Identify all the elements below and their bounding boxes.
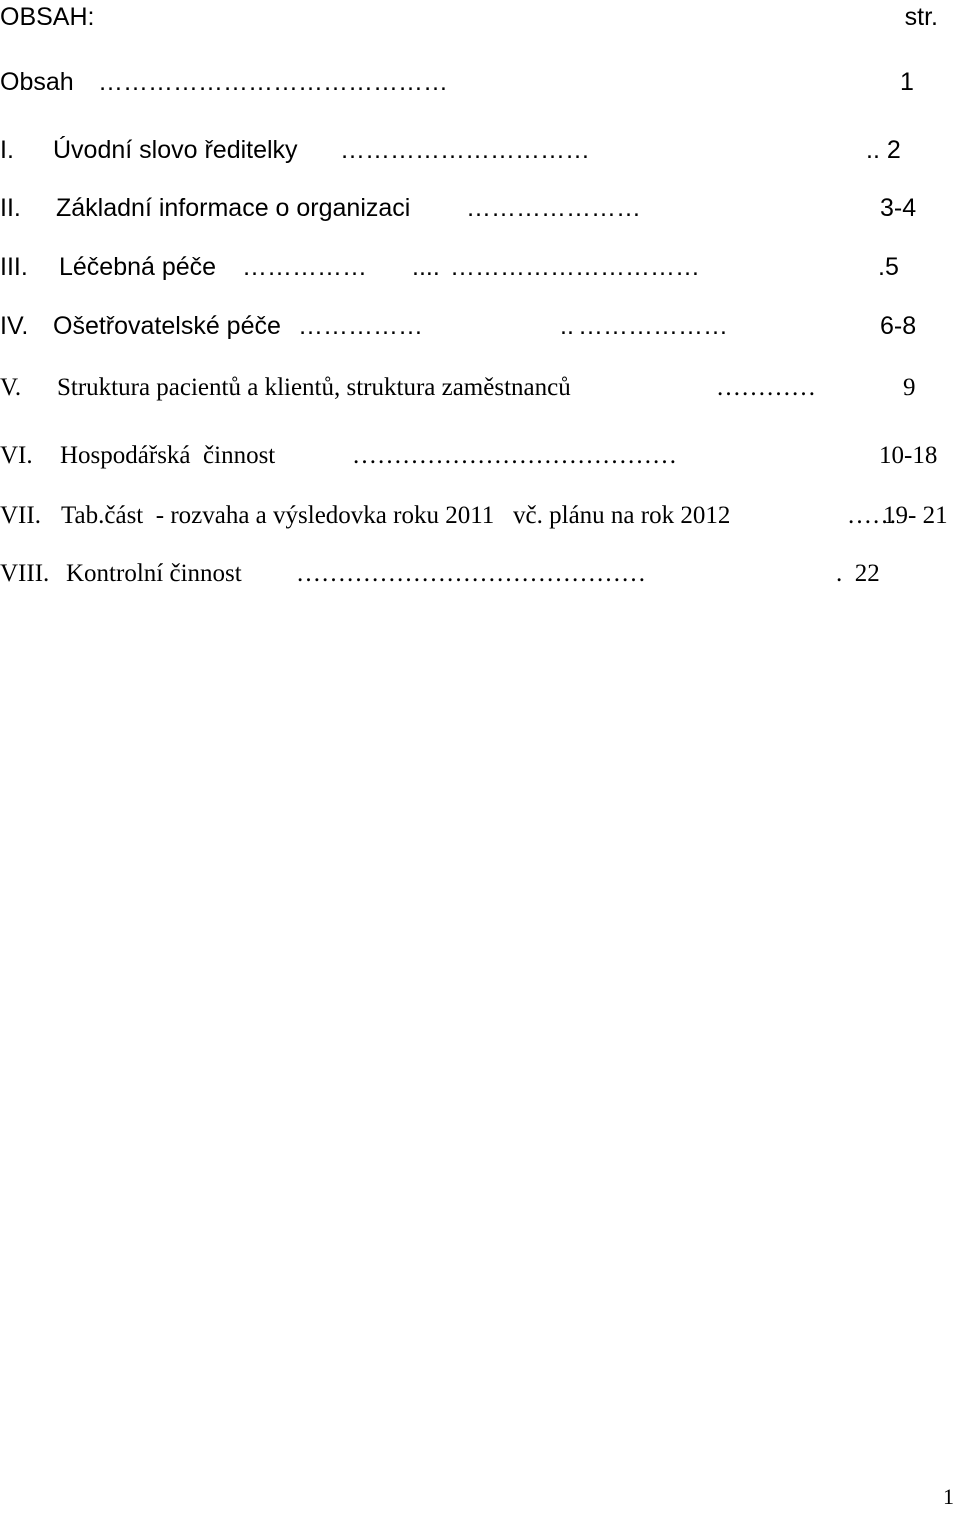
toc-entry-title: Tab.část - rozvaha a výsledovka roku 2011 vč. plánu na rok 2012 [61,502,731,529]
toc-leader: …………………………………… [296,560,646,587]
toc-entry-page: . 22 [836,560,880,587]
toc-leader: …… [847,502,897,529]
toc-entry-title: Hospodářská činnost [60,442,276,469]
toc-entry-title: Struktura pacientů a klientů, struktura zaměstnanců [57,374,571,401]
toc-entry-numeral: VI. [0,442,33,469]
toc-leader: ………………………… [340,136,590,164]
toc-entry [0,371,930,405]
toc-entry-page: 19- 21 [883,502,948,529]
toc-leader: …………… [242,253,367,281]
toc-entry-title: Léčebná péče [59,253,217,281]
toc-leader: …………… [298,312,423,340]
toc-entry-title: Obsah [0,68,74,96]
toc-entry-title: Ošetřovatelské péče [53,312,281,340]
toc-leader: ………………………………… [352,442,677,469]
toc-entry-numeral: II. [0,194,21,222]
toc-leader: ………… [716,374,816,401]
toc-entry-dots: .. [560,312,574,340]
toc-header [0,0,938,34]
toc-heading: OBSAH: [0,3,95,31]
toc-entry-title: Základní informace o organizaci [56,194,411,222]
toc-leader: ………………… [466,194,641,222]
toc-entry [0,65,920,99]
toc-leader: …………………………………… [98,68,448,96]
toc-entry [0,499,958,533]
toc-entry-numeral: V. [0,374,22,401]
toc-entry-page: 1 [900,68,914,96]
toc-entry-page: 10-18 [879,442,938,469]
toc-entry-numeral: III. [0,253,28,281]
toc-entry-numeral: IV. [0,312,29,340]
page-number: 1 [943,1484,954,1509]
toc-entry [0,250,930,284]
toc-entry [0,133,930,167]
toc-entry-numeral: VIII. [0,560,50,587]
toc-entry [0,191,930,225]
toc-entry [0,557,930,591]
page-column-label: str. [904,3,938,31]
toc-entry-page: 3-4 [880,194,917,222]
toc-entry-title: Kontrolní činnost [66,560,242,587]
toc-leader: ……………… [578,312,728,340]
toc-entry-title: Úvodní slovo ředitelky [53,136,298,164]
toc-entry [0,439,950,473]
toc-entry-page: 6-8 [880,312,917,340]
toc-entry-dots: .... [412,253,440,281]
toc-entry [0,309,930,343]
toc-entry-page: 9 [903,374,916,401]
toc-entry-numeral: VII. [0,502,41,529]
toc-entry-page: .5 [878,253,899,281]
toc-entry-page: .. 2 [866,136,901,164]
toc-entry-numeral: I. [0,136,14,164]
toc-leader: ………………………… [450,253,700,281]
